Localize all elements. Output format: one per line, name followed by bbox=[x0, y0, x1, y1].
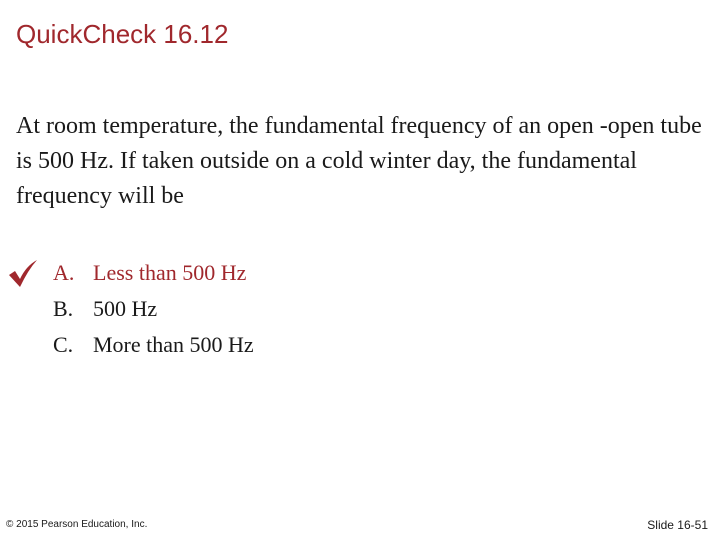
answer-text: Less than 500 Hz bbox=[93, 260, 247, 285]
answer-option-b bbox=[0, 291, 720, 327]
checkmark-icon bbox=[6, 258, 40, 288]
slide-number: Slide 16-51 bbox=[647, 518, 708, 532]
answer-text: 500 Hz bbox=[93, 296, 158, 321]
answer-label: A. bbox=[53, 260, 75, 285]
answer-label: C. bbox=[53, 332, 74, 357]
slide-title: QuickCheck 16.12 bbox=[16, 19, 229, 49]
question-text: At room temperature, the fundamental frequency of an open -open tube is 500 Hz. If taken outside on a cold winter day, the fundamental frequency will be bbox=[16, 113, 702, 209]
answer-label: B. bbox=[53, 296, 74, 321]
copyright-notice: © 2015 Pearson Education, Inc. bbox=[6, 519, 148, 530]
answer-option-a bbox=[0, 255, 720, 291]
answer-list bbox=[0, 255, 720, 363]
answer-option-c bbox=[0, 327, 720, 363]
answer-text: More than 500 Hz bbox=[93, 332, 254, 357]
